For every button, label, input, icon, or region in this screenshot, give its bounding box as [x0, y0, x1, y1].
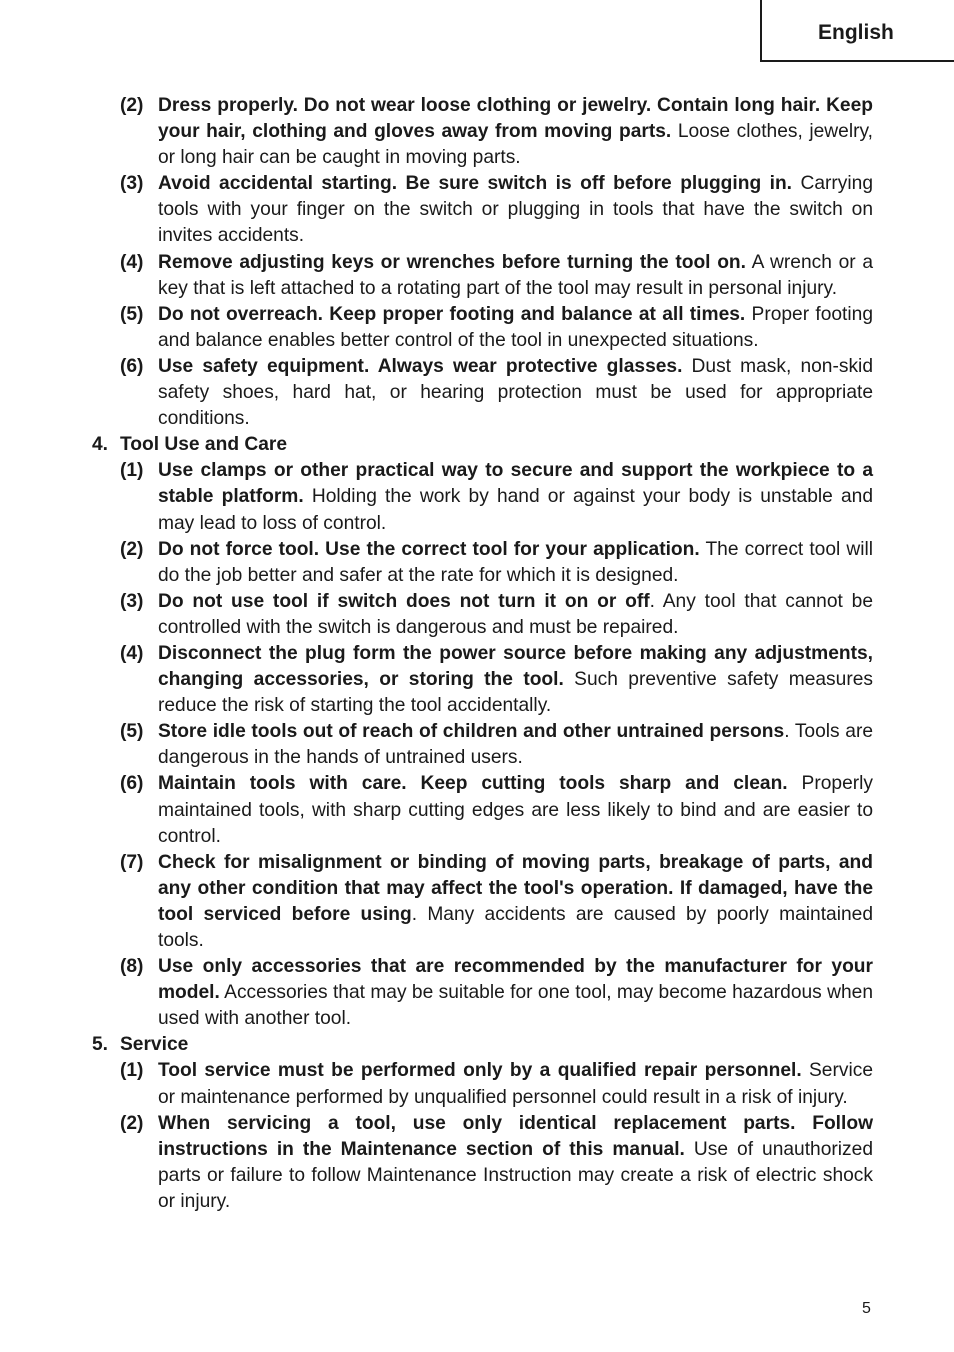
page-number: 5 — [862, 1300, 871, 1317]
item-text: The correct tool will do the job better and safer at the rate for which it is designed. — [158, 538, 874, 586]
item-bold-text: Remove adjusting keys or wrenches before turning the tool on. — [158, 251, 746, 273]
item-bold-text: Check for misalignment or binding of moving parts, breakage of parts, and any other condition that may affect the tool's operation. If damaged, have the tool serviced before using — [158, 851, 873, 925]
item-bold-text: Use only accessories that are recommended by the manufacturer for your model. — [158, 956, 873, 1004]
item-text: . Tools are dangerous in the hands of untrained users. — [158, 721, 874, 769]
item-number: (2) — [120, 538, 144, 560]
item-number: (1) — [120, 1060, 144, 1082]
item-text: . Many accidents are caused by poorly maintained tools. — [158, 903, 873, 951]
item-number: (1) — [120, 460, 144, 482]
item-bold-text: Tool service must be performed only by a qualified repair personnel. — [158, 1060, 802, 1082]
item-bold-text: Maintain tools with care. Keep cutting tools sharp and clean. — [158, 773, 788, 795]
item-number: (8) — [120, 956, 144, 978]
section-tool-use-and-care — [92, 432, 873, 1032]
section-number: 5. — [92, 1034, 109, 1056]
section-service — [92, 1032, 873, 1215]
section-title: Tool Use and Care — [120, 434, 288, 456]
document-body — [92, 93, 873, 1215]
item-bold-text: Do not overreach. Keep proper footing and balance at all times. — [158, 303, 746, 325]
item-bold-text: Store idle tools out of reach of children and other untrained persons — [158, 721, 785, 743]
item-number: (5) — [120, 721, 144, 743]
list-item — [92, 850, 873, 954]
item-number: (6) — [120, 355, 144, 377]
item-bold-text: Use clamps or other practical way to secure and support the workpiece to a stable platform. — [158, 460, 873, 508]
item-bold-text: Do not use tool if switch does not turn it on or off — [158, 590, 650, 612]
list-item — [92, 171, 873, 249]
item-bold-text: Avoid accidental starting. Be sure switch is off before plugging in. — [158, 173, 793, 195]
item-number: (4) — [120, 251, 144, 273]
item-bold-text: Dress properly. Do not wear loose clothing or jewelry. Contain long hair. Keep your hair, clothing and gloves away from moving parts. — [158, 95, 873, 143]
item-number: (2) — [120, 1112, 144, 1134]
section-heading — [92, 1032, 873, 1058]
item-text: Proper footing and balance enables better control of the tool in unexpected situations. — [158, 303, 873, 351]
item-text: Service or maintenance performed by unqualified personnel could result in a risk of injury. — [158, 1060, 873, 1108]
item-text: Properly maintained tools, with sharp cutting edges are less likely to bind and are easier to control. — [158, 773, 873, 847]
item-text: Carrying tools with your finger on the switch or plugging in tools that have the switch on invites accidents. — [158, 173, 873, 247]
list-item — [92, 354, 873, 432]
list-item — [92, 641, 873, 719]
item-text: Dust mask, non-skid safety shoes, hard hat, or hearing protection must be used for appropriate conditions. — [158, 355, 873, 430]
list-item — [92, 771, 873, 849]
list-item — [92, 458, 873, 536]
list-item — [92, 1111, 873, 1215]
section-number: 4. — [92, 434, 109, 456]
intro-items — [92, 93, 873, 432]
item-text: Accessories that may be suitable for one tool, may become hazardous when used with another tool. — [158, 982, 873, 1030]
list-item — [92, 537, 873, 589]
list-item — [92, 954, 873, 1032]
list-item — [92, 250, 873, 302]
language-tab — [760, 0, 954, 62]
item-number: (3) — [120, 590, 144, 612]
list-item — [92, 93, 873, 171]
item-bold-text: Use safety equipment. Always wear protective glasses. — [158, 355, 683, 377]
item-number: (4) — [120, 642, 144, 664]
item-text: . Any tool that cannot be controlled with the switch is dangerous and must be repaired. — [158, 590, 873, 638]
section-title: Service — [120, 1034, 189, 1056]
item-number: (5) — [120, 303, 144, 325]
item-number: (2) — [120, 95, 144, 116]
item-number: (7) — [120, 851, 144, 873]
list-item — [92, 1058, 873, 1110]
item-bold-text: When servicing a tool, use only identical replacement parts. Follow instructions in the Maintenance section of this manual. — [158, 1112, 873, 1160]
item-number: (6) — [120, 773, 144, 795]
item-text: Use of unauthorized parts or failure to follow Maintenance Instruction may create a risk of electric shock or injury. — [158, 1138, 873, 1212]
list-item — [92, 719, 873, 771]
section-heading — [92, 432, 873, 458]
list-item — [92, 302, 873, 354]
item-number: (3) — [120, 173, 144, 195]
item-text: A wrench or a key that is left attached to a rotating part of the tool may result in personal injury. — [158, 251, 873, 299]
item-bold-text: Do not force tool. Use the correct tool for your application. — [158, 538, 700, 560]
item-text: Holding the work by hand or against your body is unstable and may lead to loss of control. — [158, 486, 873, 534]
language-label: English — [818, 21, 894, 44]
item-bold-text: Disconnect the plug form the power source before making any adjustments, changing accessories, or storing the tool. — [158, 642, 873, 691]
item-text: Such preventive safety measures reduce the risk of starting the tool accidentally. — [158, 669, 873, 717]
list-item — [92, 589, 873, 641]
item-text: Loose clothes, jewelry, or long hair can be caught in moving parts. — [158, 121, 873, 169]
